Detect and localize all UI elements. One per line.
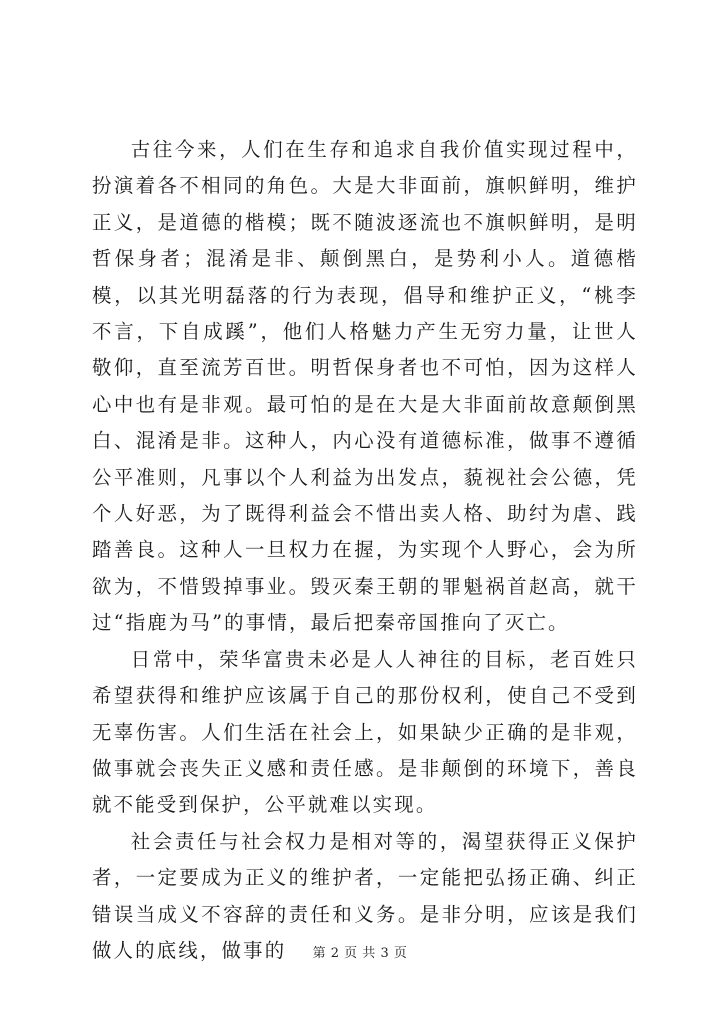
paragraph-2: 日常中，荣华富贵未必是人人神往的目标，老百姓只希望获得和维护应该属于自己的那份权利，使自己不受到无辜伤害。人们生活在社会上，如果缺少正确的是非观，做事就会丧失正义感和责任感。是非颠倒的环境下，善良就不能受到保护，公平就难以实现。 [92, 647, 638, 817]
page-number-footer: 第 2 页 共 3 页 [312, 946, 408, 961]
document-body [92, 132, 638, 969]
paragraph-3: 社会责任与社会权力是相对等的，渴望获得正义保护者，一定要成为正义的维护者，一定能把弘扬正确、纠正错误当成义不容辞的责任和义务。是非分明，应该是我们做人的底线，做事的 [92, 829, 638, 962]
paragraph-1: 古往今来，人们在生存和追求自我价值实现过程中，扮演着各不相同的角色。大是大非面前，旗帜鲜明，维护正义，是道德的楷模；既不随波逐流也不旗帜鲜明，是明哲保身者；混淆是非、颠倒黑白，是势利小人。道德楷模，以其光明磊落的行为表现，倡导和维护正义，“桃李不言，下自成蹊”，他们人格魅力产生无穷力量，让世人敬仰，直至流芳百世。明哲保身者也不可怕，因为这样人心中也有是非观。最可怕的是在大是大非面前故意颠倒黑白、混淆是非。这种人，内心没有道德标准，做事不遵循公平准则，凡事以个人利益为出发点，藐视社会公德，凭个人好恶，为了既得利益会不惜出卖人格、助纣为虐、践踏善良。这种人一旦权力在握，为实现个人野心，会为所欲为，不惜毁掉事业。毁灭秦王朝的罪魁祸首赵高，就干过“指鹿为马”的事情，最后把秦帝国推向了灭亡。 [92, 138, 638, 635]
